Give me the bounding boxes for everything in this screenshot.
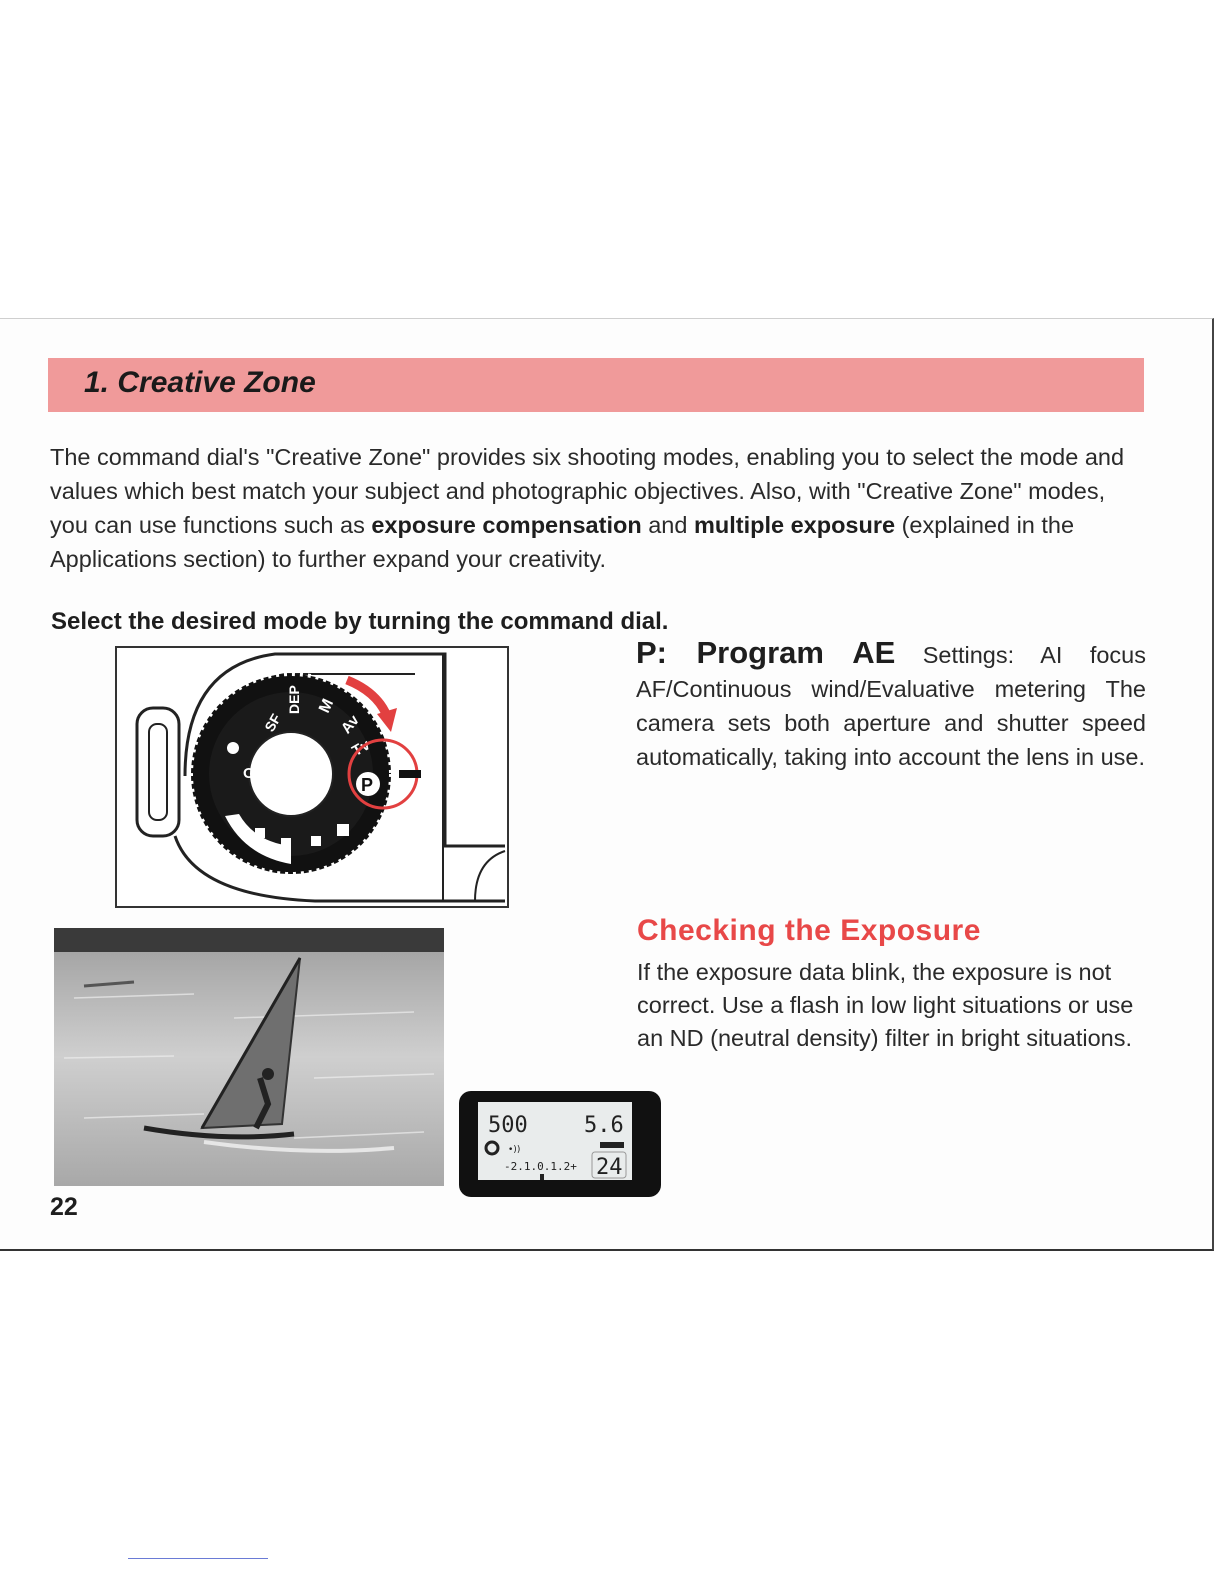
intro-paragraph <box>50 440 1145 576</box>
lcd-frame-counter: 24 <box>596 1155 623 1180</box>
intro-bold-exposure-compensation: exposure compensation <box>371 512 642 538</box>
pictogram-icon <box>311 836 321 846</box>
dial-mode-p: P <box>361 775 374 795</box>
strap-lug <box>137 708 179 836</box>
lcd-beep-icon: •)) <box>508 1145 521 1155</box>
program-ae-description: The camera sets both aperture and shutter speed automatically, taking into account the lens in use. <box>636 676 1146 770</box>
lcd-aperture: 5.6 <box>584 1113 624 1138</box>
pictogram-icon <box>337 824 349 836</box>
program-ae-heading: P: Program AE <box>636 635 896 670</box>
dial-mode-m: M <box>316 696 338 716</box>
intro-text-2: and <box>641 512 694 538</box>
lcd-panel <box>458 1090 662 1198</box>
dial-mode-av: Av <box>337 711 363 738</box>
photo-sailor-head <box>262 1068 274 1080</box>
checking-exposure-heading: Checking the Exposure <box>637 914 981 947</box>
dial-mode-sf: SF <box>261 710 285 735</box>
intro-text-3: (explained in the Applications section) to further expand your creativity. <box>50 512 1075 572</box>
page-number: 22 <box>50 1193 78 1221</box>
section-banner <box>48 358 1144 412</box>
program-ae-block <box>636 636 1146 774</box>
pictogram-icon <box>227 742 239 754</box>
command-dial-illustration <box>115 646 509 908</box>
dial-mode-dep: DEP <box>286 685 302 714</box>
program-ae-settings: Settings: AI focus AF/Continuous wind/Evaluative metering <box>636 642 1146 702</box>
lcd-shutter-speed: 500 <box>488 1113 528 1138</box>
section-title: 1. Creative Zone <box>84 366 316 399</box>
photo-dark-strip <box>54 928 444 952</box>
intro-text-1: The command dial's "Creative Zone" provides six shooting modes, enabling you to select the mode and values which best match your subject and photographic objectives. Also, with "Creative Zone" modes, you can use functions such as <box>50 444 1125 538</box>
instruction-line: Select the desired mode by turning the command dial. <box>51 608 669 635</box>
lcd-scale-pointer <box>540 1174 544 1180</box>
lcd-exposure-scale: -2.1.0.1.2+ <box>504 1160 577 1173</box>
checking-exposure-body: If the exposure data blink, the exposure is not correct. Use a flash in low light situations or use an ND (neutral density) filter in bright situations. <box>637 959 1134 1051</box>
lcd-battery-icon <box>600 1142 624 1148</box>
index-mark <box>399 770 421 778</box>
dial-mode-tv: Tv <box>349 736 373 760</box>
dial-mode-osi: OSI <box>243 765 269 782</box>
windsurfer-photo <box>54 928 444 1186</box>
intro-bold-multiple-exposure: multiple exposure <box>693 512 896 538</box>
footer-rule <box>128 1558 268 1559</box>
